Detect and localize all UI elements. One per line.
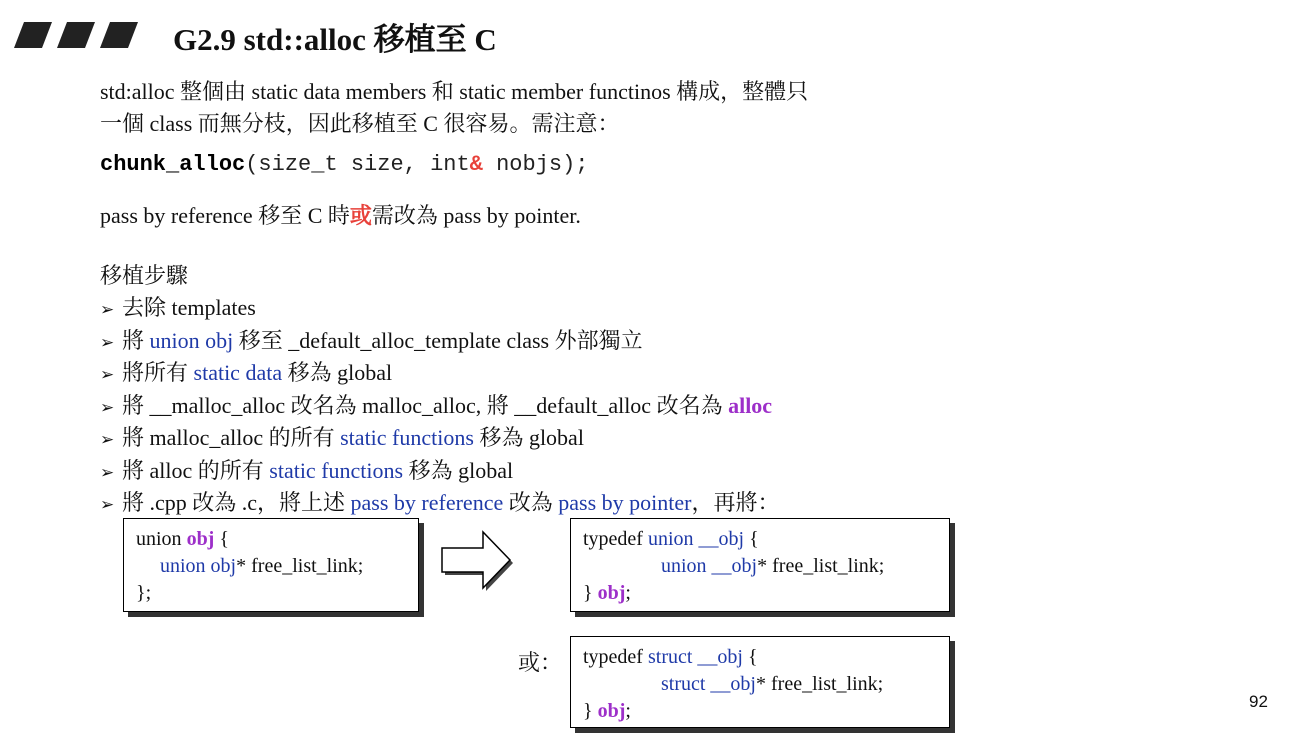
function-signature bbox=[100, 152, 589, 177]
signature-params-close: nobjs); bbox=[482, 152, 589, 177]
arrow-bullet-icon: ➢ bbox=[100, 332, 115, 352]
highlighted-term: obj bbox=[597, 700, 626, 722]
step-item bbox=[100, 358, 779, 391]
text-segment: 移為 global bbox=[473, 425, 584, 450]
step-item bbox=[100, 326, 779, 359]
intro-line-2: 一個 class 而無分枝，因此移植至 C 很容易。需注意： bbox=[100, 111, 620, 136]
code-box-original-union bbox=[123, 518, 419, 612]
code-line bbox=[583, 698, 949, 725]
signature-params-open: (size_t size, int bbox=[245, 152, 470, 177]
arrow-bullet-icon: ➢ bbox=[100, 397, 115, 417]
code-box-typedef-struct bbox=[570, 636, 950, 728]
code-keyword: static functions bbox=[269, 457, 404, 483]
code-line bbox=[583, 553, 949, 580]
code-keyword: union obj bbox=[149, 327, 234, 353]
arrow-bullet-icon: ➢ bbox=[100, 495, 115, 514]
step-item bbox=[100, 293, 779, 326]
step-item bbox=[100, 488, 779, 521]
code-line bbox=[136, 553, 418, 580]
slide-title: G2.9 std::alloc 移植至 C bbox=[173, 22, 497, 57]
porting-steps-list bbox=[100, 293, 779, 521]
code-keyword: pass by pointer bbox=[558, 490, 692, 515]
step-item bbox=[100, 391, 779, 424]
text-segment: 將 alloc 的所有 bbox=[122, 457, 270, 483]
text-segment: 將 bbox=[122, 327, 150, 353]
function-name: chunk_alloc bbox=[100, 152, 246, 177]
text-segment: ; bbox=[625, 700, 631, 722]
arrow-bullet-icon: ➢ bbox=[100, 365, 115, 384]
text-segment: 將所有 bbox=[122, 360, 194, 385]
title-decoration-stripes bbox=[14, 22, 144, 48]
text-segment: typedef bbox=[583, 646, 648, 668]
pass-note-before: pass by reference 移至 C 時 bbox=[100, 203, 350, 228]
code-line bbox=[136, 580, 418, 607]
code-keyword: struct __obj bbox=[661, 673, 756, 695]
steps-heading: 移植步驟 bbox=[100, 263, 189, 288]
pass-note-highlight: 或 bbox=[349, 203, 372, 228]
code-keyword: union __obj bbox=[647, 528, 745, 550]
text-segment: 移為 global bbox=[403, 457, 514, 483]
arrow-bullet-icon: ➢ bbox=[100, 462, 115, 482]
text-segment: 移為 global bbox=[282, 360, 393, 385]
text-segment: { bbox=[744, 528, 759, 550]
arrow-bullet-icon: ➢ bbox=[100, 430, 115, 449]
code-keyword: static data bbox=[193, 360, 283, 385]
code-keyword: struct __obj bbox=[647, 646, 743, 668]
text-segment: ，再將： bbox=[691, 490, 780, 515]
text-segment: 去除 templates bbox=[122, 295, 256, 320]
highlighted-term: alloc bbox=[728, 392, 773, 418]
right-arrow-icon bbox=[440, 530, 520, 596]
code-line bbox=[583, 671, 949, 698]
text-segment: 將 .cpp 改為 .c，將上述 bbox=[122, 490, 351, 515]
text-segment: union bbox=[136, 528, 187, 550]
pass-note-after: 需改為 pass by pointer. bbox=[371, 203, 581, 228]
or-label: 或： bbox=[518, 650, 563, 675]
text-segment: * free_list_link; bbox=[757, 555, 885, 577]
text-segment: * free_list_link; bbox=[236, 555, 364, 577]
text-segment: } bbox=[583, 700, 598, 722]
text-segment: 改為 bbox=[503, 490, 559, 515]
code-keyword: union obj bbox=[160, 555, 237, 577]
text-segment: }; bbox=[136, 582, 152, 604]
code-line bbox=[136, 526, 418, 553]
intro-line-1: std:alloc 整個由 static data members 和 static member functinos 構成，整體只 bbox=[100, 79, 809, 104]
intro-paragraph bbox=[100, 76, 808, 140]
text-segment: } bbox=[583, 582, 598, 604]
pass-by-note bbox=[100, 200, 581, 232]
code-line bbox=[583, 580, 949, 607]
text-segment: ; bbox=[625, 582, 631, 604]
code-keyword: pass by reference bbox=[350, 490, 504, 515]
code-line bbox=[583, 644, 949, 671]
text-segment: * free_list_link; bbox=[756, 673, 884, 695]
text-segment: 將 malloc_alloc 的所有 bbox=[122, 425, 341, 450]
highlighted-term: obj bbox=[597, 582, 626, 604]
step-item bbox=[100, 456, 779, 489]
code-keyword: union __obj bbox=[661, 555, 758, 577]
text-segment: typedef bbox=[583, 528, 648, 550]
reference-ampersand: & bbox=[469, 152, 483, 177]
text-segment: 將 __malloc_alloc 改名為 malloc_alloc, 將 __default_alloc 改名為 bbox=[122, 392, 729, 418]
arrow-bullet-icon: ➢ bbox=[100, 300, 115, 319]
step-item bbox=[100, 423, 779, 456]
page-number: 92 bbox=[1249, 692, 1268, 711]
text-segment: { bbox=[742, 646, 758, 668]
text-segment: { bbox=[214, 528, 229, 550]
highlighted-term: obj bbox=[186, 528, 215, 550]
code-keyword: static functions bbox=[340, 425, 474, 450]
code-box-typedef-union bbox=[570, 518, 950, 612]
code-line bbox=[583, 526, 949, 553]
text-segment: 移至 _default_alloc_template class 外部獨立 bbox=[233, 327, 643, 353]
